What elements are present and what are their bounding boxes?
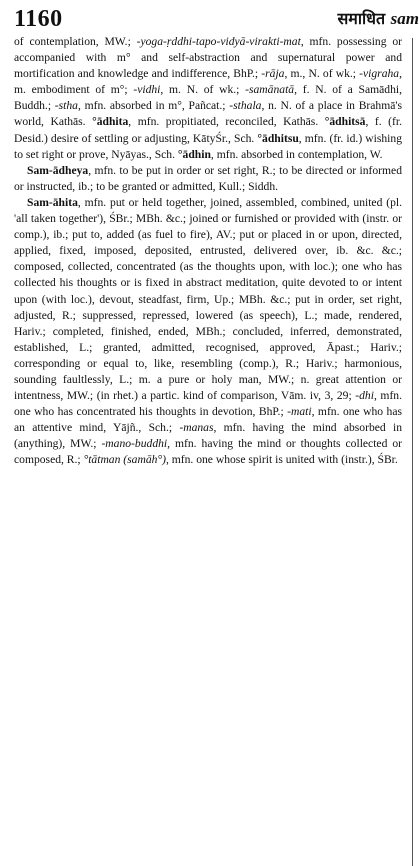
compound-term: -stha (54, 99, 78, 113)
continuation-paragraph (14, 34, 402, 163)
subheadword: °ādhitsu (257, 131, 299, 145)
definition-text: of contemplation, MW.; (14, 35, 137, 48)
compound-term: -rāja (261, 67, 285, 81)
definition-text: , m. N. of wk.; (160, 83, 246, 97)
definition-text: , mfn. propitiated, reconciled, Kathās. (128, 115, 325, 129)
subheadword: °ādhita (92, 115, 129, 129)
page-header (14, 4, 419, 34)
compound-term: -sthala (229, 99, 262, 113)
definition-text: , mfn. absorbed in contemplation, W. (210, 147, 383, 161)
definition-text: , mfn. (fr. id.) wishing to set right or prove, Nyāyas., Sch. (14, 131, 402, 161)
definition-text: , mfn. to be put in order or set right, R.; to be directed or informed or instructed, ib.; to be granted or admitted, Kull.; Siddh. (14, 163, 402, 193)
headword: Sam-āhita (27, 195, 78, 209)
compound-term: -vigraha (359, 67, 400, 81)
definition-text: , mfn. put or held together, joined, assembled, combined, united (pl. 'all taken together'), ŚBr.; MBh. &c.; joined or furnished or provided with (instr. or comp.), ib.; put to, added (as fuel to fire), AV.; put or placed in or upon, directed, applied, fixed, imposed, deposited, entrusted, delivered over, ib. &c. &c.; composed, collected, concentrated (as the thoughts upon, with loc.); one who has collected his thoughts or is fixed in abstract meditation, quite devoted to or intent upon (with loc.), devout, steadfast, firm, Up.; MBh. &c.; put in order, set right, adjusted, R.; suppressed, repressed, lowered (as speech), L.; made, rendered, Hariv.; completed, finished, ended, MBh.; concluded, inferred, demonstrated, established, L.; granted, admitted, recognised, approved, Āpast.; Hariv.; corresponding or equal to, like, resembling (comp.), R.; Hariv.; harmonious, sounding faultlessly, L.; m. a pure or holy man, MW.; n. great attention or intentness, MW.; (in rhet.) a partic. kind of comparison, Vām. iv, 3, 29; (14, 195, 402, 403)
definition-text: , mfn. having the mind or thoughts collected or composed, R.; (14, 437, 402, 467)
compound-term: -manas (179, 421, 214, 435)
entry-sam-adheya (14, 163, 402, 195)
definition-text: , mfn. possessing or accompanied with m° and self-abstraction and supernatural power and mortification and knowledge and indifference, BhP.; (14, 35, 402, 81)
definition-text: , f. N. of a Samādhi, Buddh.; (14, 83, 402, 113)
definition-text: , m., N. of wk.; (284, 67, 360, 81)
compound-term: -mati (287, 405, 312, 419)
definition-text: , mfn. one who has an attentive mind, Yājñ., Sch.; (14, 405, 402, 435)
column-rule (412, 38, 413, 866)
running-head-devanagari: समाधित (337, 9, 386, 28)
definition-text: , mfn. absorbed in m°, Pañcat.; (77, 99, 230, 113)
definition-text: , mfn. having the mind absorbed in (anything), MW.; (14, 421, 402, 451)
definition-text: , m. embodiment of m°; (14, 67, 402, 97)
page-number: 1160 (14, 6, 63, 32)
compound-term: -samānatā (245, 83, 295, 97)
dictionary-column (14, 34, 402, 469)
subheadword: °ādhin (177, 147, 211, 161)
compound-term: -mano-buddhi (101, 437, 168, 451)
compound-term: °tātman (samāh°) (83, 453, 166, 467)
definition-text: , n. N. of a place in Brahmā's world, Kathās. (14, 99, 402, 129)
running-head (337, 4, 419, 34)
running-head-latin: sam (390, 9, 419, 28)
compound-term: -vidhi (133, 83, 161, 97)
subheadword: °ādhitsā (324, 115, 366, 129)
definition-text: , mfn. one whose spirit is united with (instr.), ŚBr. (165, 453, 398, 467)
definition-text: , mfn. one who has concentrated his thoughts in devotion, BhP.; (14, 389, 402, 419)
compound-term: -dhi (355, 389, 374, 403)
entry-sam-ahita (14, 195, 402, 469)
compound-term: -yoga-ṛddhi-tapo-vidyā-virakti-mat (136, 35, 301, 48)
headword: Sam-ādheya (27, 163, 89, 177)
definition-text: , f. (fr. Desid.) desire of settling or adjusting, KātyŚr., Sch. (14, 115, 402, 145)
